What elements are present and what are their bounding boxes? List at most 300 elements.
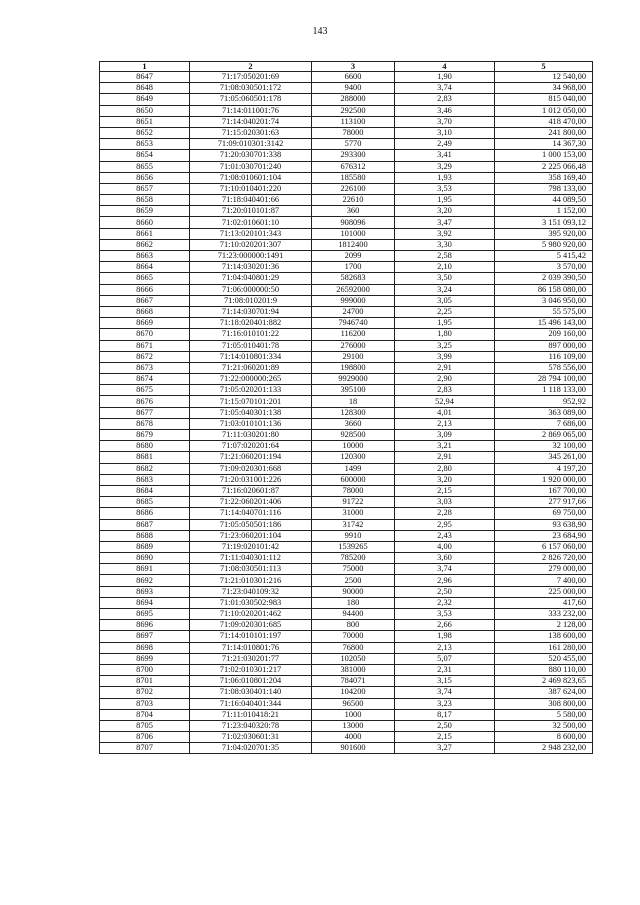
row-number-cell: 8689 [100,541,190,552]
rate-cell: 4,00 [395,541,495,552]
table-row [100,732,593,743]
cadastral-number-cell: 71:22:060201:406 [190,497,312,508]
table-row [100,172,593,183]
area-cell: 29100 [312,351,395,362]
cadastral-number-cell: 71:18:020401:882 [190,318,312,329]
column-header-5: 5 [495,62,593,72]
rate-cell: 3,09 [395,430,495,441]
rate-cell: 3,21 [395,441,495,452]
table-row [100,161,593,172]
row-number-cell: 8660 [100,217,190,228]
cadastral-number-cell: 71:23:060201:104 [190,530,312,541]
area-cell: 113100 [312,116,395,127]
table-row [100,620,593,631]
cadastral-number-cell: 71:10:010401:220 [190,183,312,194]
rate-cell: 3,74 [395,687,495,698]
value-cell: 2 869 065,00 [495,430,593,441]
rate-cell: 3,05 [395,295,495,306]
area-cell: 292500 [312,105,395,116]
row-number-cell: 8707 [100,743,190,754]
value-cell: 93 638,90 [495,519,593,530]
table-row [100,709,593,720]
table-row [100,452,593,463]
area-cell: 1812400 [312,239,395,250]
table-row [100,72,593,83]
area-cell: 120300 [312,452,395,463]
value-cell: 28 794 100,00 [495,374,593,385]
area-cell: 582683 [312,273,395,284]
rate-cell: 2,58 [395,251,495,262]
cadastral-number-cell: 71:08:010601:104 [190,172,312,183]
row-number-cell: 8703 [100,698,190,709]
value-cell: 418 470,00 [495,116,593,127]
value-cell: 86 158 080,00 [495,284,593,295]
rate-cell: 5,07 [395,653,495,664]
row-number-cell: 8674 [100,374,190,385]
area-cell: 9910 [312,530,395,541]
table-row [100,273,593,284]
value-cell: 333 232,00 [495,609,593,620]
area-cell: 116200 [312,329,395,340]
row-number-cell: 8684 [100,485,190,496]
value-cell: 2 826 720,00 [495,553,593,564]
rate-cell: 8,17 [395,709,495,720]
table-row [100,228,593,239]
table-row [100,306,593,317]
row-number-cell: 8652 [100,127,190,138]
rate-cell: 2,90 [395,374,495,385]
value-cell: 209 160,00 [495,329,593,340]
cadastral-number-cell: 71:14:030701:94 [190,306,312,317]
table-row [100,116,593,127]
row-number-cell: 8669 [100,318,190,329]
rate-cell: 2,83 [395,94,495,105]
cadastral-number-cell: 71:05:020201:133 [190,385,312,396]
value-cell: 7 400,00 [495,575,593,586]
cadastral-number-cell: 71:08:030401:140 [190,687,312,698]
cadastral-number-cell: 71:09:010301:3142 [190,139,312,150]
row-number-cell: 8666 [100,284,190,295]
rate-cell: 3,60 [395,553,495,564]
area-cell: 91722 [312,497,395,508]
table-row [100,83,593,94]
table-row [100,653,593,664]
row-number-cell: 8705 [100,720,190,731]
area-cell: 676312 [312,161,395,172]
table-row [100,329,593,340]
value-cell: 69 750,00 [495,508,593,519]
value-cell: 116 109,00 [495,351,593,362]
value-cell: 358 169,40 [495,172,593,183]
value-cell: 5 980 920,00 [495,239,593,250]
table-row [100,463,593,474]
area-cell: 381000 [312,664,395,675]
table-row [100,418,593,429]
table-row [100,318,593,329]
cadastral-number-cell: 71:20:030701:338 [190,150,312,161]
rate-cell: 3,23 [395,698,495,709]
value-cell: 3 151 093,12 [495,217,593,228]
area-cell: 293300 [312,150,395,161]
row-number-cell: 8649 [100,94,190,105]
cadastral-number-cell: 71:14:010801:76 [190,642,312,653]
cadastral-number-cell: 71:10:020201:462 [190,609,312,620]
rate-cell: 3,24 [395,284,495,295]
area-cell: 78000 [312,127,395,138]
table-row [100,262,593,273]
rate-cell: 2,96 [395,575,495,586]
cadastral-number-cell: 71:22:000000:265 [190,374,312,385]
cadastral-number-cell: 71:21:030201:77 [190,653,312,664]
area-cell: 999000 [312,295,395,306]
table-row [100,284,593,295]
value-cell: 12 540,00 [495,72,593,83]
cadastral-number-cell: 71:20:010101:87 [190,206,312,217]
value-cell: 277 917,66 [495,497,593,508]
cadastral-number-cell: 71:11:010418:21 [190,709,312,720]
value-cell: 4 197,20 [495,463,593,474]
table-row [100,239,593,250]
row-number-cell: 8692 [100,575,190,586]
rate-cell: 3,29 [395,161,495,172]
cadastral-number-cell: 71:01:030502:983 [190,597,312,608]
cadastral-number-cell: 71:10:020201:307 [190,239,312,250]
value-cell: 6 157 060,00 [495,541,593,552]
rate-cell: 2,80 [395,463,495,474]
value-cell: 1 118 133,00 [495,385,593,396]
value-cell: 14 367,30 [495,139,593,150]
value-cell: 241 800,00 [495,127,593,138]
table-row [100,374,593,385]
area-cell: 90000 [312,586,395,597]
rate-cell: 3,20 [395,206,495,217]
rate-cell: 3,27 [395,743,495,754]
value-cell: 1 012 050,00 [495,105,593,116]
row-number-cell: 8663 [100,251,190,262]
cadastral-number-cell: 71:01:030701:240 [190,161,312,172]
rate-cell: 2,13 [395,642,495,653]
table-row [100,385,593,396]
value-cell: 815 040,00 [495,94,593,105]
cadastral-number-cell: 71:15:020301:63 [190,127,312,138]
area-cell: 600000 [312,474,395,485]
rate-cell: 3,47 [395,217,495,228]
table-row [100,586,593,597]
value-cell: 44 089,50 [495,195,593,206]
cadastral-number-cell: 71:06:000000:50 [190,284,312,295]
table-row [100,217,593,228]
value-cell: 3 570,00 [495,262,593,273]
area-cell: 101000 [312,228,395,239]
area-cell: 2099 [312,251,395,262]
table-row [100,541,593,552]
rate-cell: 1,98 [395,631,495,642]
area-cell: 1499 [312,463,395,474]
rate-cell: 3,74 [395,83,495,94]
rate-cell: 52,94 [395,396,495,407]
cadastral-number-cell: 71:07:020201:64 [190,441,312,452]
area-cell: 1000 [312,709,395,720]
rate-cell: 2,50 [395,720,495,731]
cadastral-number-cell: 71:02:010601:10 [190,217,312,228]
cadastral-number-cell: 71:14:040701:116 [190,508,312,519]
value-cell: 32 500,00 [495,720,593,731]
table-row [100,485,593,496]
area-cell: 6600 [312,72,395,83]
rate-cell: 4,01 [395,407,495,418]
row-number-cell: 8698 [100,642,190,653]
value-cell: 15 496 143,00 [495,318,593,329]
page-number: 143 [312,26,328,37]
value-cell: 161 280,00 [495,642,593,653]
cadastral-number-cell: 71:21:060201:194 [190,452,312,463]
area-cell: 22610 [312,195,395,206]
cadastral-number-cell: 71:08:010201:9 [190,295,312,306]
cadastral-number-cell: 71:16:010101:22 [190,329,312,340]
value-cell: 138 600,00 [495,631,593,642]
area-cell: 104200 [312,687,395,698]
table-row [100,631,593,642]
column-header-2: 2 [190,62,312,72]
rate-cell: 3,41 [395,150,495,161]
row-number-cell: 8679 [100,430,190,441]
table-row [100,127,593,138]
table-row [100,295,593,306]
area-cell: 360 [312,206,395,217]
cadastral-number-cell: 71:23:040109:32 [190,586,312,597]
cadastral-number-cell: 71:11:040301:112 [190,553,312,564]
cadastral-number-cell: 71:05:050501:186 [190,519,312,530]
rate-cell: 3,53 [395,183,495,194]
cadastral-number-cell: 71:17:050201:69 [190,72,312,83]
value-cell: 798 133,00 [495,183,593,194]
value-cell: 880 110,00 [495,664,593,675]
value-cell: 308 800,00 [495,698,593,709]
row-number-cell: 8701 [100,676,190,687]
area-cell: 18 [312,396,395,407]
rate-cell: 2,13 [395,418,495,429]
cadastral-number-cell: 71:20:031001:226 [190,474,312,485]
value-cell: 34 968,00 [495,83,593,94]
area-cell: 785200 [312,553,395,564]
row-number-cell: 8685 [100,497,190,508]
table-row [100,251,593,262]
table-row [100,698,593,709]
row-number-cell: 8667 [100,295,190,306]
table-row [100,664,593,675]
row-number-cell: 8690 [100,553,190,564]
row-number-cell: 8677 [100,407,190,418]
area-cell: 226100 [312,183,395,194]
cadastral-number-cell: 71:11:030201:80 [190,430,312,441]
table-row [100,553,593,564]
rate-cell: 2,10 [395,262,495,273]
rate-cell: 3,03 [395,497,495,508]
table-row [100,105,593,116]
value-cell: 167 700,00 [495,485,593,496]
row-number-cell: 8696 [100,620,190,631]
rate-cell: 3,99 [395,351,495,362]
area-cell: 128300 [312,407,395,418]
cadastral-number-cell: 71:23:000000:1491 [190,251,312,262]
area-cell: 1539265 [312,541,395,552]
table-row [100,150,593,161]
row-number-cell: 8656 [100,172,190,183]
rate-cell: 2,15 [395,485,495,496]
area-cell: 800 [312,620,395,631]
rate-cell: 2,31 [395,664,495,675]
table-row [100,183,593,194]
rate-cell: 3,30 [395,239,495,250]
row-number-cell: 8657 [100,183,190,194]
table-row [100,94,593,105]
rate-cell: 3,74 [395,564,495,575]
table-row [100,687,593,698]
value-cell: 279 000,00 [495,564,593,575]
value-cell: 5 415,42 [495,251,593,262]
row-number-cell: 8671 [100,340,190,351]
value-cell: 23 684,90 [495,530,593,541]
table-row [100,508,593,519]
row-number-cell: 8651 [100,116,190,127]
row-number-cell: 8653 [100,139,190,150]
value-cell: 1 000 153,00 [495,150,593,161]
rate-cell: 2,43 [395,530,495,541]
rate-cell: 2,49 [395,139,495,150]
table-row [100,396,593,407]
value-cell: 7 686,00 [495,418,593,429]
row-number-cell: 8681 [100,452,190,463]
cadastral-number-cell: 71:14:010801:334 [190,351,312,362]
area-cell: 3660 [312,418,395,429]
table-header-row [100,62,593,72]
area-cell: 26592000 [312,284,395,295]
cadastral-number-cell: 71:05:060501:178 [190,94,312,105]
table-row [100,530,593,541]
area-cell: 102050 [312,653,395,664]
table-row [100,139,593,150]
row-number-cell: 8658 [100,195,190,206]
cadastral-number-cell: 71:14:030201:36 [190,262,312,273]
area-cell: 908096 [312,217,395,228]
row-number-cell: 8675 [100,385,190,396]
table-row [100,564,593,575]
table-row [100,474,593,485]
value-cell: 8 600,00 [495,732,593,743]
cadastral-number-cell: 71:03:010101:136 [190,418,312,429]
row-number-cell: 8648 [100,83,190,94]
value-cell: 32 100,00 [495,441,593,452]
area-cell: 70000 [312,631,395,642]
rate-cell: 3,70 [395,116,495,127]
rate-cell: 3,50 [395,273,495,284]
row-number-cell: 8647 [100,72,190,83]
row-number-cell: 8693 [100,586,190,597]
row-number-cell: 8695 [100,609,190,620]
value-cell: 2 948 232,00 [495,743,593,754]
row-number-cell: 8706 [100,732,190,743]
area-cell: 7946740 [312,318,395,329]
rate-cell: 1,93 [395,172,495,183]
row-number-cell: 8694 [100,597,190,608]
row-number-cell: 8661 [100,228,190,239]
value-cell: 225 000,00 [495,586,593,597]
table-row [100,597,593,608]
value-cell: 2 469 823,65 [495,676,593,687]
value-cell: 578 556,00 [495,362,593,373]
value-cell: 387 624,00 [495,687,593,698]
rate-cell: 3,15 [395,676,495,687]
rate-cell: 3,53 [395,609,495,620]
area-cell: 198800 [312,362,395,373]
row-number-cell: 8700 [100,664,190,675]
row-number-cell: 8683 [100,474,190,485]
area-cell: 9929000 [312,374,395,385]
value-cell: 417,60 [495,597,593,608]
value-cell: 2 225 066,48 [495,161,593,172]
rate-cell: 2,28 [395,508,495,519]
area-cell: 4000 [312,732,395,743]
table-row [100,676,593,687]
rate-cell: 1,90 [395,72,495,83]
table-row [100,206,593,217]
row-number-cell: 8682 [100,463,190,474]
row-number-cell: 8668 [100,306,190,317]
value-cell: 55 575,00 [495,306,593,317]
rate-cell: 2,91 [395,452,495,463]
rate-cell: 2,32 [395,597,495,608]
row-number-cell: 8650 [100,105,190,116]
rate-cell: 3,20 [395,474,495,485]
area-cell: 13000 [312,720,395,731]
area-cell: 78000 [312,485,395,496]
row-number-cell: 8688 [100,530,190,541]
area-cell: 96500 [312,698,395,709]
value-cell: 897 000,00 [495,340,593,351]
table-row [100,642,593,653]
area-cell: 5770 [312,139,395,150]
table-row [100,497,593,508]
cadastral-number-cell: 71:21:010301:216 [190,575,312,586]
row-number-cell: 8662 [100,239,190,250]
row-number-cell: 8672 [100,351,190,362]
area-cell: 276000 [312,340,395,351]
area-cell: 31742 [312,519,395,530]
table-row [100,407,593,418]
area-cell: 395100 [312,385,395,396]
area-cell: 180 [312,597,395,608]
rate-cell: 2,66 [395,620,495,631]
column-header-1: 1 [100,62,190,72]
row-number-cell: 8697 [100,631,190,642]
row-number-cell: 8676 [100,396,190,407]
rate-cell: 3,92 [395,228,495,239]
row-number-cell: 8664 [100,262,190,273]
column-header-3: 3 [312,62,395,72]
table-row [100,575,593,586]
column-header-4: 4 [395,62,495,72]
cadastral-number-cell: 71:08:030501:172 [190,83,312,94]
table-row [100,720,593,731]
area-cell: 928500 [312,430,395,441]
area-cell: 901600 [312,743,395,754]
row-number-cell: 8670 [100,329,190,340]
cadastral-number-cell: 71:16:020601:87 [190,485,312,496]
cadastral-number-cell: 71:16:040401:344 [190,698,312,709]
area-cell: 94400 [312,609,395,620]
table-row [100,430,593,441]
area-cell: 75000 [312,564,395,575]
